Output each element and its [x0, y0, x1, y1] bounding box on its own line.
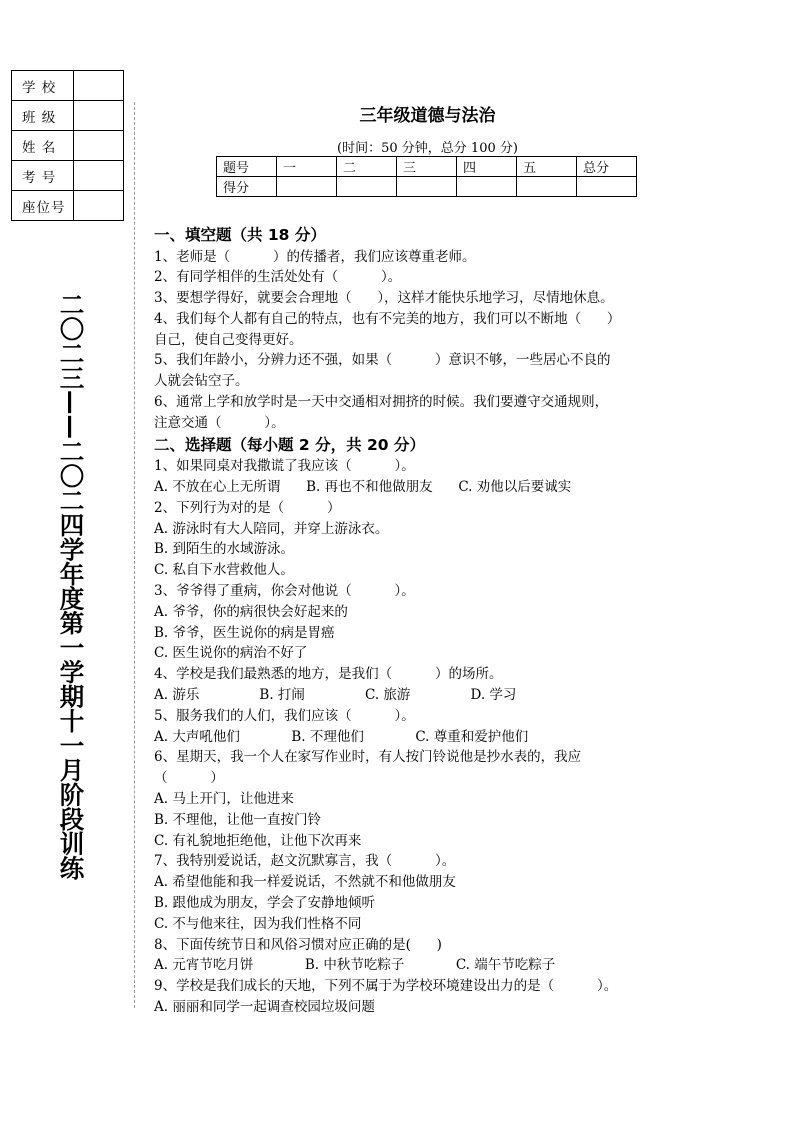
score-input-cell[interactable] [577, 177, 637, 197]
score-cell: 得分 [217, 177, 277, 197]
section-heading: 一、填空题（共 18 分） [154, 226, 326, 244]
score-input-cell[interactable] [337, 177, 397, 197]
question-line: 6、星期天，我一个人在家写作业时，有人按门铃说他是抄水表的，我应 [154, 749, 582, 766]
question-line: 1、老师是（ ）的传播者，我们应该尊重老师。 [154, 248, 476, 265]
question-line: 自己，使自己变得更好。 [154, 331, 303, 348]
question-line: 6、通常上学和放学时是一天中交通相对拥挤的时候。我们要遵守交通规则， [154, 394, 609, 411]
info-field-name[interactable] [74, 131, 124, 161]
option-line: A. 大声吼他们 B. 不理他们 C. 尊重和爱护他们 [154, 728, 529, 745]
option-line: B. 跟他成为朋友，学会了安静地倾听 [154, 894, 376, 911]
option-line: B. 不理他，让他一直按门铃 [154, 811, 322, 828]
option-line: C. 不与他来往，因为我们性格不同 [154, 915, 362, 932]
question-line: 人就会钻空子。 [154, 373, 249, 390]
score-input-cell[interactable] [517, 177, 577, 197]
exam-content [154, 224, 704, 1018]
info-field-seat[interactable] [74, 191, 124, 221]
score-cell: 总分 [577, 157, 637, 177]
option-line: A. 丽丽和同学一起调查校园垃圾问题 [154, 998, 375, 1015]
question-line: 3、要想学得好，就要会合理地（ ），这样才能快乐地学习，尽情地休息。 [154, 290, 614, 307]
info-label-seat: 座位号 [12, 191, 74, 221]
question-line: 3、爷爷得了重病，你会对他说（ ）。 [154, 582, 415, 599]
question-line: 5、我们年龄小，分辨力还不强，如果（ ）意识不够，一些居心不良的 [154, 352, 611, 369]
info-label-exam-number: 考 号 [12, 161, 74, 191]
score-cell: 题号 [217, 157, 277, 177]
info-label-name: 姓 名 [12, 131, 74, 161]
info-label-school: 学 校 [12, 71, 74, 101]
score-cell: 五 [517, 157, 577, 177]
score-cell: 四 [457, 157, 517, 177]
option-line: A. 马上开门，让他进来 [154, 790, 294, 807]
option-line: A. 游泳时有大人陪同，并穿上游泳衣。 [154, 520, 389, 537]
question-line: （ ） [154, 770, 224, 787]
option-line: A. 希望他能和我一样爱说话，不然就不和他做朋友 [154, 874, 456, 891]
score-input-cell[interactable] [397, 177, 457, 197]
score-table-score-row [217, 177, 637, 197]
question-line: 2、下列行为对的是（ ） [154, 499, 341, 516]
option-line: B. 爷爷，医生说你的病是胃癌 [154, 624, 335, 641]
option-line: C. 医生说你的病治不好了 [154, 645, 308, 662]
option-line: C. 私自下水营救他人。 [154, 562, 294, 579]
score-cell: 一 [277, 157, 337, 177]
info-row-seat [12, 191, 124, 221]
option-line: A. 爷爷，你的病很快会好起来的 [154, 603, 348, 620]
score-table-header-row [217, 157, 637, 177]
score-input-cell[interactable] [277, 177, 337, 197]
question-line: 7、我特别爱说话，赵文沉默寡言，我（ ）。 [154, 853, 456, 870]
option-line: A. 不放在心上无所谓 B. 再也不和他做朋友 C. 劝他以后要诚实 [154, 478, 572, 495]
question-line: 4、我们每个人都有自己的特点，也有不完美的地方，我们可以不断地（ ） [154, 310, 621, 327]
info-row-school [12, 71, 124, 101]
binding-dashed-line [134, 102, 135, 1008]
question-line: 5、服务我们的人们，我们应该（ ）。 [154, 707, 415, 724]
score-table [216, 156, 637, 197]
score-input-cell[interactable] [457, 177, 517, 197]
info-row-class [12, 101, 124, 131]
section-heading: 二、选择题（每小题 2 分，共 20 分） [154, 435, 425, 454]
option-line: A. 元宵节吃月饼 B. 中秋节吃粽子 C. 端午节吃粽子 [154, 957, 556, 974]
info-field-school[interactable] [74, 71, 124, 101]
score-cell: 三 [397, 157, 457, 177]
question-line: 2、有同学相伴的生活处处有（ ）。 [154, 269, 402, 286]
info-row-exam-number [12, 161, 124, 191]
score-cell: 二 [337, 157, 397, 177]
info-field-exam-number[interactable] [74, 161, 124, 191]
info-field-class[interactable] [74, 101, 124, 131]
question-line: 4、学校是我们最熟悉的地方，是我们（ ）的场所。 [154, 666, 503, 683]
info-label-class: 班 级 [12, 101, 74, 131]
option-line: B. 到陌生的水域游泳。 [154, 541, 295, 558]
question-line: 注意交通（ ）。 [154, 414, 285, 431]
option-line: A. 游乐 B. 打闹 C. 旅游 D. 学习 [154, 686, 517, 703]
question-line: 1、如果同桌对我撒谎了我应该（ ）。 [154, 458, 415, 475]
exam-subtitle: (时间：50 分钟，总分 100 分) [337, 141, 518, 156]
question-line: 9、学校是我们成长的天地，下列不属于为学校环境建设出力的是（ ）。 [154, 978, 618, 995]
info-row-name [12, 131, 124, 161]
option-line: C. 有礼貌地拒绝他，让他下次再来 [154, 832, 362, 849]
question-line: 8、下面传统节日和风俗习惯对应正确的是( ) [154, 936, 442, 953]
student-info-box [11, 70, 124, 221]
exam-title: 三年级道德与法治 [359, 106, 496, 126]
side-title: 二〇二三——二〇二四学年度第一学期十一月阶段训练 [56, 292, 86, 880]
